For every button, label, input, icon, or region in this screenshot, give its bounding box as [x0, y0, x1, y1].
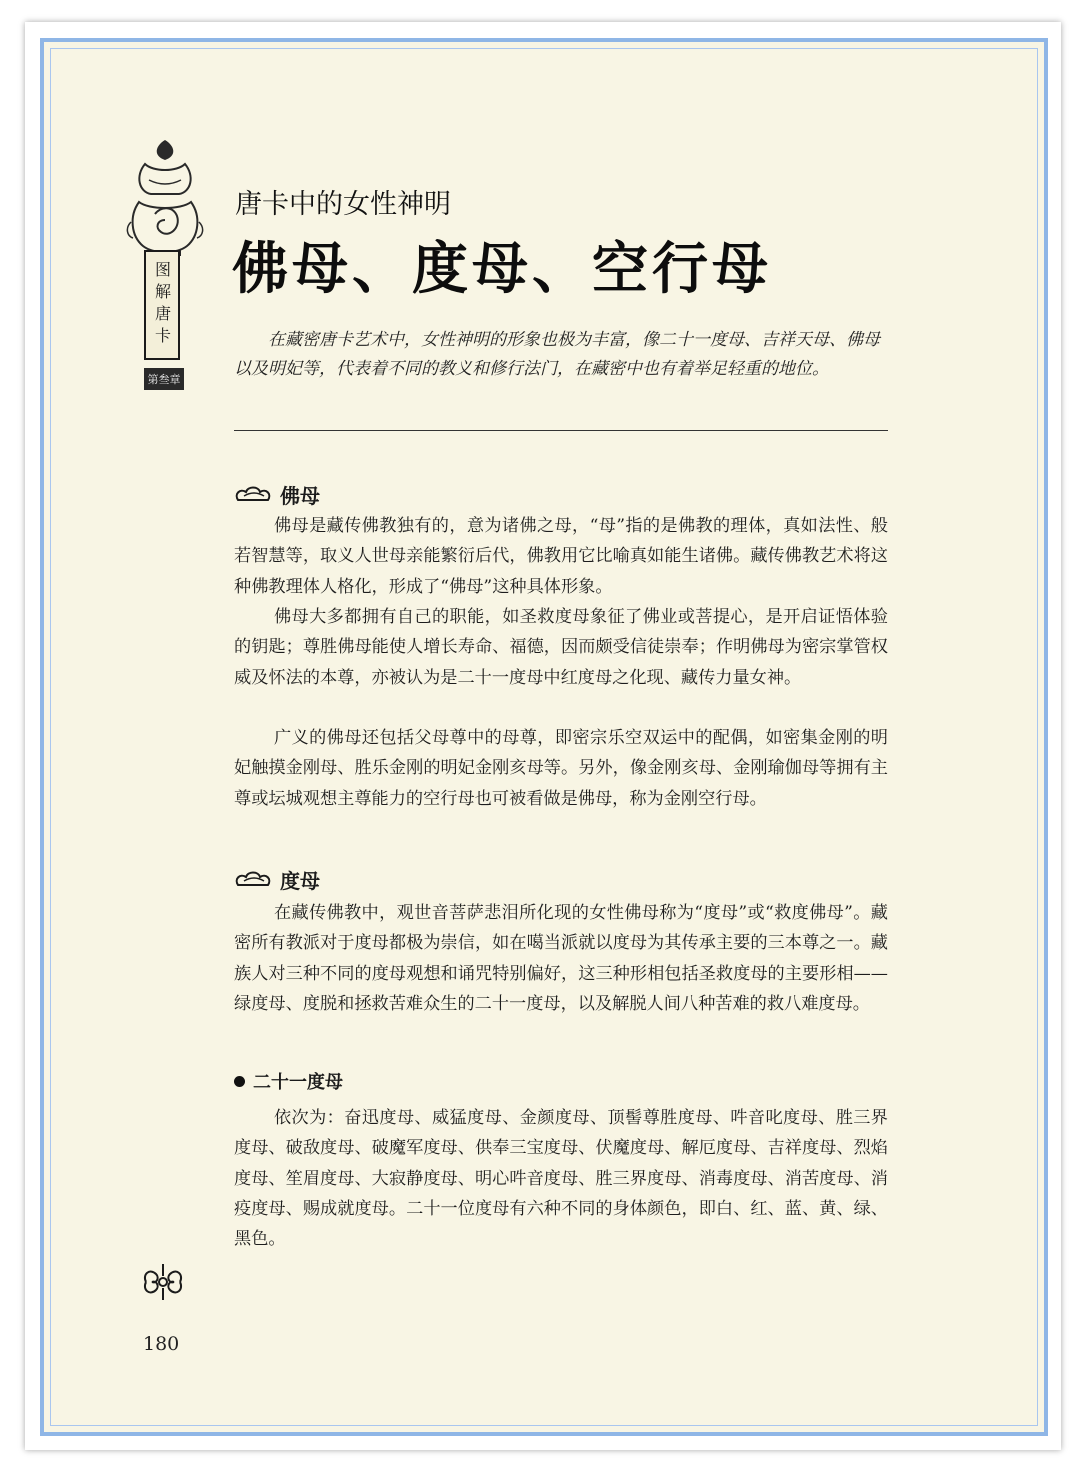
subsection-heading: [234, 1068, 343, 1094]
sidebar-tab-text: 图解唐卡: [152, 261, 172, 349]
page-number: 180: [143, 1333, 180, 1355]
divider: [234, 430, 888, 431]
cloud-ornament-icon: [234, 484, 274, 506]
cloud-ornament-icon: [234, 869, 274, 891]
paragraph: 依次为：奋迅度母、威猛度母、金颜度母、顶髻尊胜度母、吽音叱度母、胜三界度母、破敌度母、破魔军度母、供奉三宝度母、伏魔度母、解厄度母、吉祥度母、烈焰度母、笙眉度母、大寂静度母、明心吽音度母、胜三界度母、消毒度母、消苦度母、消疫度母、赐成就度母。二十一位度母有六种不同的身体颜色，即白、红、蓝、黄、绿、黑色。: [234, 1108, 888, 1250]
section-heading-label: 度母: [280, 869, 320, 893]
page-kicker: 唐卡中的女性神明: [235, 189, 451, 220]
subsection-heading-label: 二十一度母: [253, 1072, 343, 1093]
chapter-label: 第叁章: [144, 368, 184, 390]
intro-paragraph: 在藏密唐卡艺术中，女性神明的形象也极为丰富，像二十一度母、吉祥天母、佛母以及明妃等，代表着不同的教义和修行法门，在藏密中也有着举足轻重的地位。: [234, 330, 880, 379]
vajra-ornament-icon: [138, 1260, 188, 1304]
section-heading-label: 佛母: [280, 484, 320, 508]
bullet-icon: [234, 1076, 245, 1087]
sidebar-tab: [144, 250, 180, 360]
section-heading-fomu: [234, 480, 320, 509]
paragraph: 佛母是藏传佛教独有的，意为诸佛之母，“母”指的是佛教的理体，真如法性、般若智慧等，取义人世母亲能繁衍后代，佛教用它比喻真如能生诸佛。藏传佛教艺术将这种佛教理体人格化，形成了“佛母”这种具体形象。: [234, 516, 888, 597]
paragraph: 在藏传佛教中，观世音菩萨悲泪所化现的女性佛母称为“度母”或“救度佛母”。藏密所有教派对于度母都极为崇信，如在噶当派就以度母为其传承主要的三本尊之一。藏族人对三种不同的度母观想和诵咒特别偏好，这三种形相包括圣救度母的主要形相——绿度母、度脱和拯救苦难众生的二十一度母，以及解脱人间八种苦难的救八难度母。: [234, 903, 888, 1014]
page-title: 佛母、度母、空行母: [232, 237, 772, 302]
paragraph: 广义的佛母还包括父母尊中的母尊，即密宗乐空双运中的配偶，如密集金刚的明妃触摸金刚母、胜乐金刚的明妃金刚亥母等。另外，像金刚亥母、金刚瑜伽母等拥有主尊或坛城观想主尊能力的空行母也可被看做是佛母，称为金刚空行母。: [234, 728, 888, 809]
section-heading-dumu: [234, 865, 320, 894]
paragraph: 佛母大多都拥有自己的职能，如圣救度母象征了佛业或菩提心，是开启证悟体验的钥匙；尊胜佛母能使人增长寿命、福德，因而颇受信徒崇奉；作明佛母为密宗掌管权威及怀法的本尊，亦被认为是二十一度母中红度母之化现、藏传力量女神。: [234, 607, 888, 688]
